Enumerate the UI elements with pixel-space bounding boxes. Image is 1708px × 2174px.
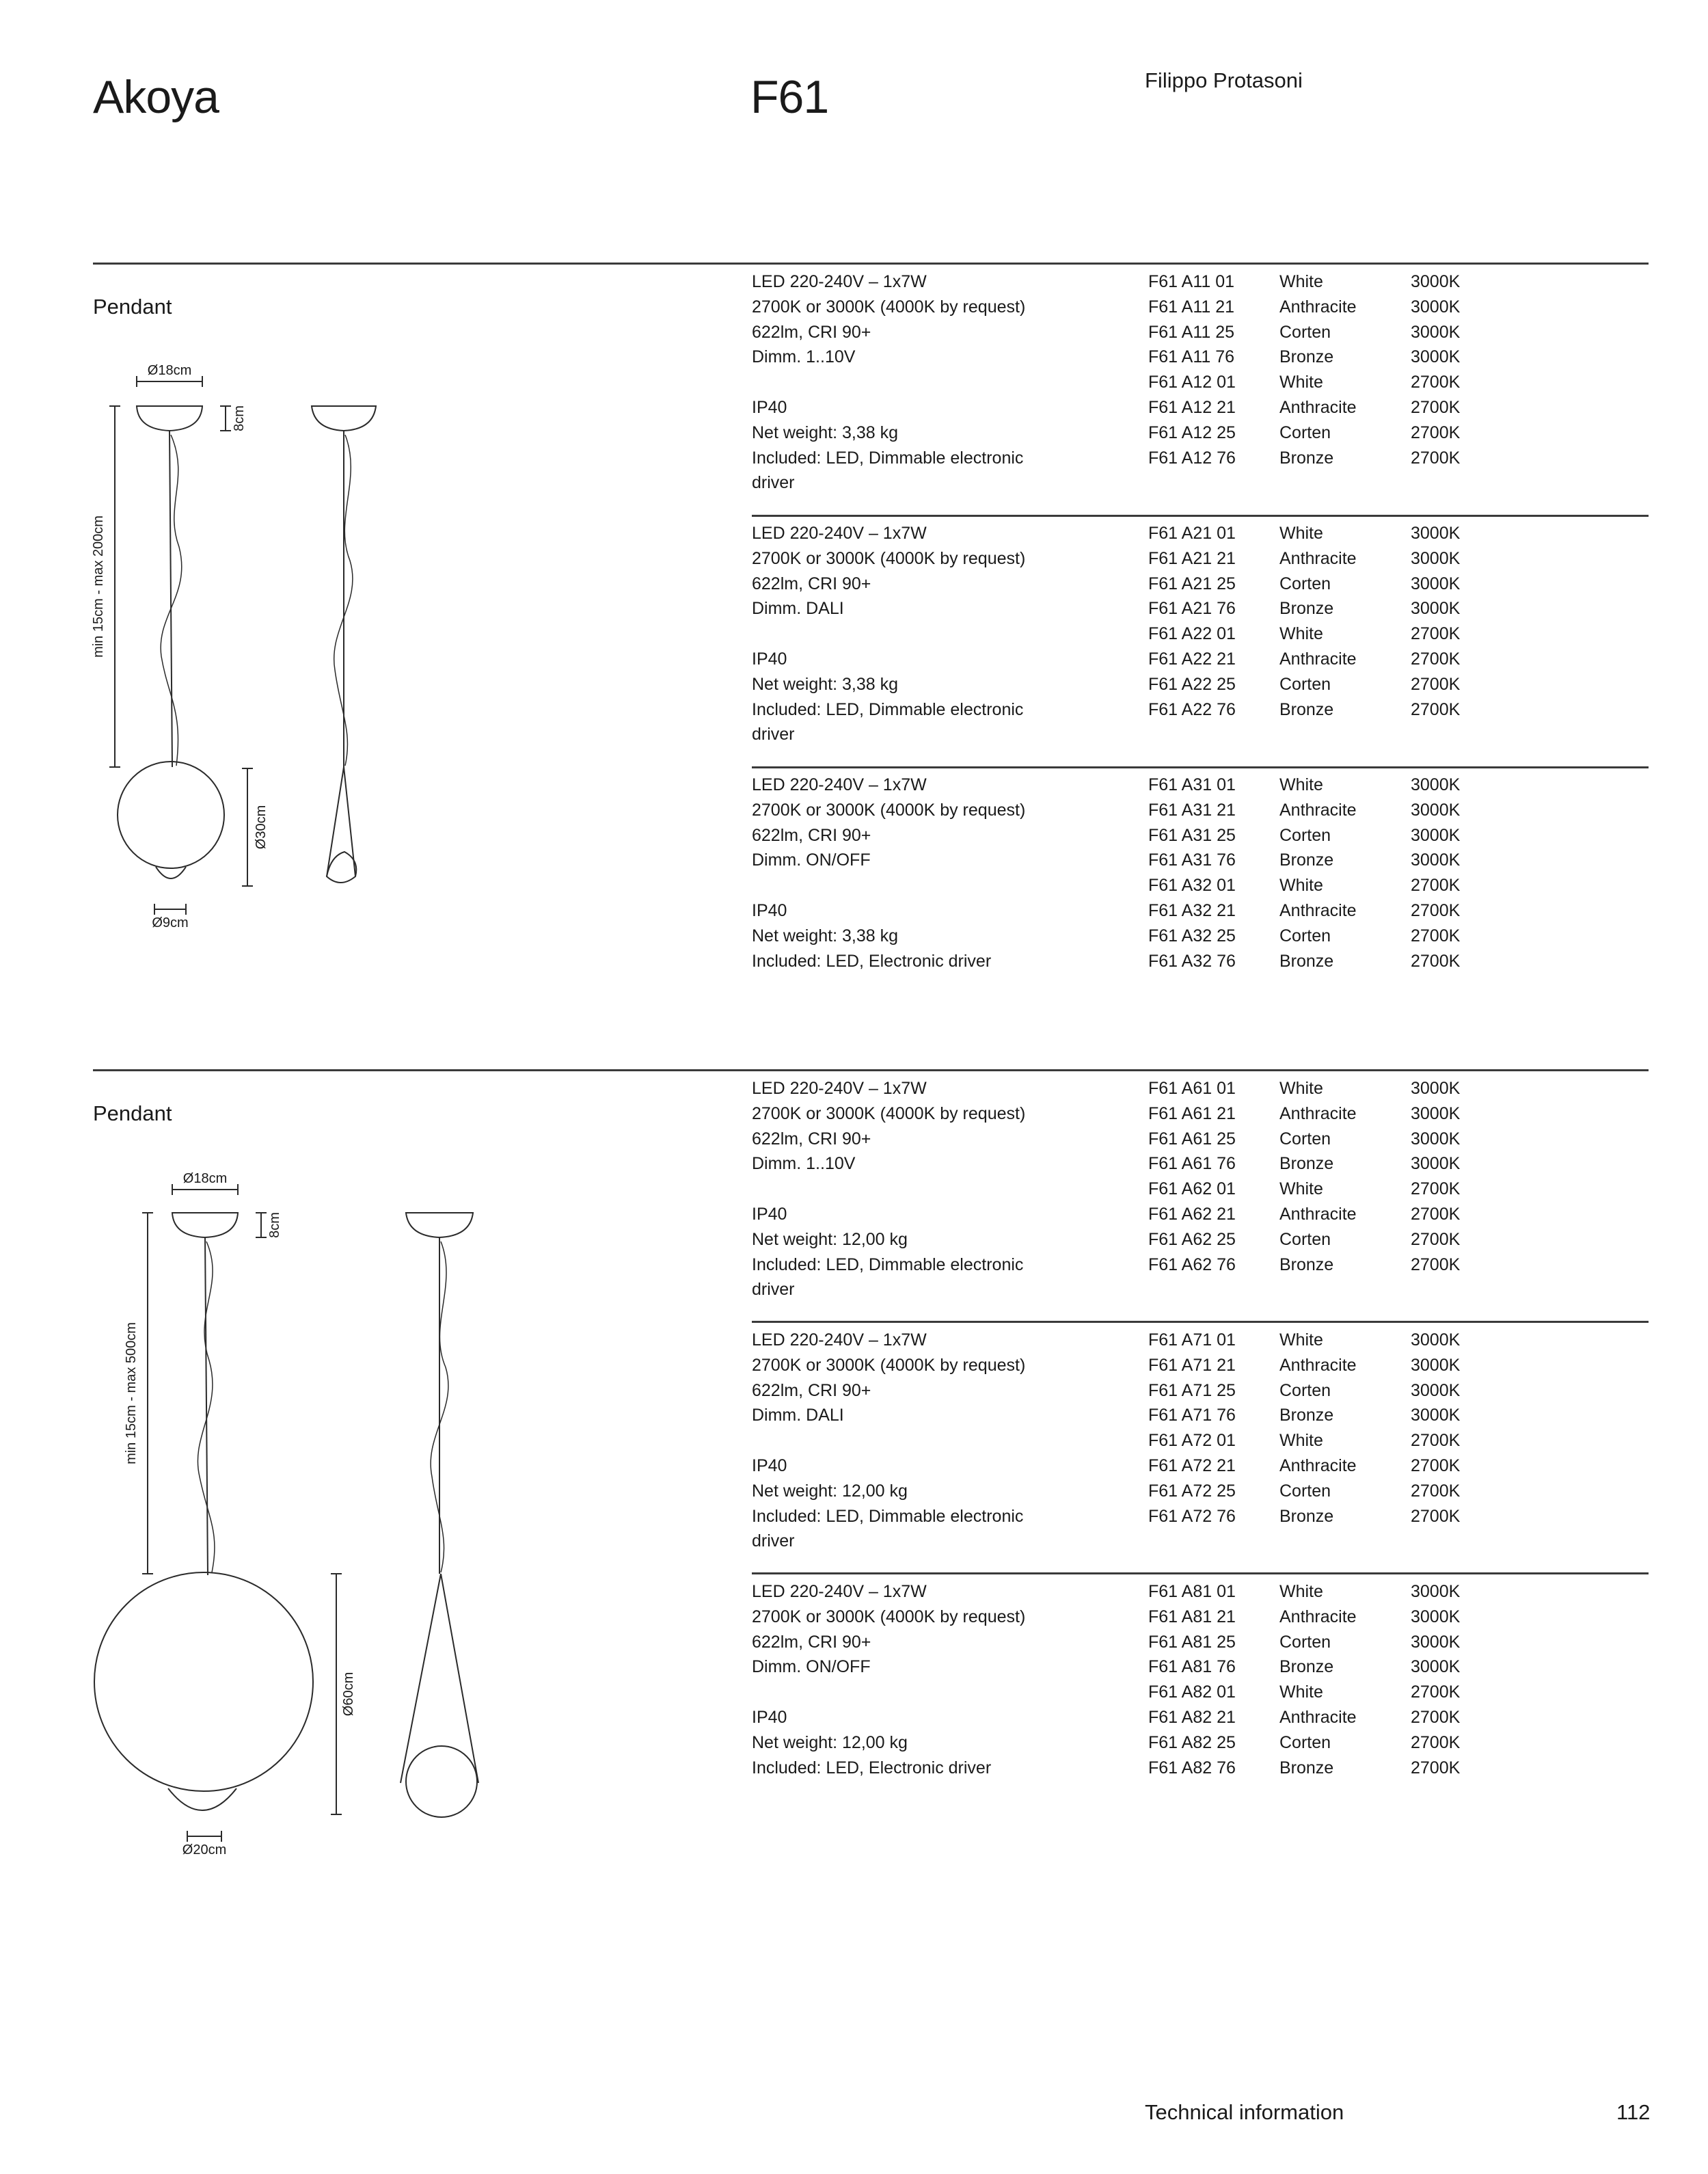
table-row: F61 A31 25 Corten 3000K <box>1148 825 1461 845</box>
table-row: F61 A71 25 Corten 3000K <box>1148 1380 1461 1400</box>
table-row: F61 A61 21 Anthracite 3000K <box>1148 1103 1461 1123</box>
spec-text: LED 220-240V – 1x7W 2700K or 3000K (4000K by request) 622lm, CRI 90+ Dimm. 1..10V IP40 Net weight: 3,38 kg Included: LED, Dimmable electronic driver <box>752 272 1026 493</box>
table-row: F61 A62 21 Anthracite 2700K <box>1148 1204 1461 1224</box>
table-row: F61 A72 21 Anthracite 2700K <box>1148 1455 1461 1475</box>
dim-bottom-diameter: Ø20cm <box>182 1842 227 1857</box>
spec-text: LED 220-240V – 1x7W 2700K or 3000K (4000K by request) 622lm, CRI 90+ Dimm. 1..10V IP40 Net weight: 12,00 kg Included: LED, Dimmable electronic driver <box>752 1079 1026 1300</box>
table-row: F61 A71 21 Anthracite 3000K <box>1148 1355 1461 1375</box>
table-row: F61 A72 25 Corten 2700K <box>1148 1481 1461 1501</box>
table-row: F61 A31 76 Bronze 3000K <box>1148 850 1461 870</box>
dim-globe-diameter: Ø30cm <box>254 805 269 850</box>
spec-block-a6 <box>752 1076 1649 1329</box>
table-row: F61 A72 01 White 2700K <box>1148 1431 1461 1451</box>
dim-bottom-diameter: Ø9cm <box>152 915 189 930</box>
dim-cable-length: min 15cm - max 200cm <box>91 515 106 658</box>
code-table <box>1148 1076 1493 1277</box>
spec-block-a3 <box>752 773 1649 1005</box>
table-row: F61 A62 25 Corten 2700K <box>1148 1229 1461 1249</box>
table-row: F61 A11 25 Corten 3000K <box>1148 322 1461 342</box>
table-row: F61 A32 25 Corten 2700K <box>1148 926 1461 945</box>
code-table <box>1148 1579 1493 1780</box>
table-row: F61 A22 76 Bronze 2700K <box>1148 699 1461 719</box>
block-divider <box>752 515 1649 517</box>
spec-text: LED 220-240V – 1x7W 2700K or 3000K (4000K by request) 622lm, CRI 90+ Dimm. DALI IP40 Net weight: 12,00 kg Included: LED, Dimmable electronic driver <box>752 1330 1026 1551</box>
table-row: F61 A61 01 White 3000K <box>1148 1079 1461 1098</box>
table-row: F61 A31 01 White 3000K <box>1148 775 1461 794</box>
table-row: F61 A32 76 Bronze 2700K <box>1148 951 1461 971</box>
section-label: Pendant <box>93 295 172 319</box>
table-row: F61 A81 01 White 3000K <box>1148 1582 1461 1601</box>
section-label: Pendant <box>93 1101 172 1125</box>
product-name: Akoya <box>93 71 219 123</box>
table-row: F61 A21 76 Bronze 3000K <box>1148 599 1461 619</box>
dim-canopy-height: 8cm <box>232 405 247 431</box>
block-divider <box>752 766 1649 768</box>
code-table <box>1148 521 1493 722</box>
table-row: F61 A22 21 Anthracite 2700K <box>1148 649 1461 669</box>
block-divider <box>752 1572 1649 1574</box>
table-row: F61 A21 25 Corten 3000K <box>1148 574 1461 593</box>
table-row: F61 A11 21 Anthracite 3000K <box>1148 297 1461 317</box>
table-row: F61 A71 01 White 3000K <box>1148 1330 1461 1350</box>
table-row: F61 A82 25 Corten 2700K <box>1148 1732 1461 1752</box>
table-row: F61 A11 76 Bronze 3000K <box>1148 347 1461 367</box>
table-row: F61 A22 25 Corten 2700K <box>1148 674 1461 694</box>
dim-cable-length: min 15cm - max 500cm <box>124 1322 139 1464</box>
table-row: F61 A11 01 White 3000K <box>1148 272 1461 291</box>
page-number: 112 <box>1616 2100 1651 2124</box>
dim-canopy-height: 8cm <box>267 1212 282 1238</box>
section-divider <box>93 263 1649 265</box>
dim-globe-diameter: Ø60cm <box>341 1672 356 1717</box>
table-row: F61 A81 76 Bronze 3000K <box>1148 1657 1461 1677</box>
table-row: F61 A32 21 Anthracite 2700K <box>1148 900 1461 920</box>
table-row: F61 A22 01 White 2700K <box>1148 624 1461 644</box>
spec-block-a8 <box>752 1579 1649 1812</box>
table-row: F61 A21 01 White 3000K <box>1148 524 1461 543</box>
table-row: F61 A31 21 Anthracite 3000K <box>1148 800 1461 820</box>
table-row: F61 A82 01 White 2700K <box>1148 1682 1461 1702</box>
table-row: F61 A72 76 Bronze 2700K <box>1148 1506 1461 1526</box>
designer-name: Filippo Protasoni <box>1145 68 1303 92</box>
table-row: F61 A12 76 Bronze 2700K <box>1148 448 1461 468</box>
code-table <box>1148 269 1493 470</box>
spec-text: LED 220-240V – 1x7W 2700K or 3000K (4000K by request) 622lm, CRI 90+ Dimm. ON/OFF IP40 Net weight: 12,00 kg Included: LED, Electronic driver <box>752 1582 1026 1777</box>
table-row: F61 A21 21 Anthracite 3000K <box>1148 548 1461 568</box>
dim-top-diameter: Ø18cm <box>182 1171 228 1186</box>
block-divider <box>752 1321 1649 1323</box>
table-row: F61 A82 21 Anthracite 2700K <box>1148 1707 1461 1727</box>
table-row: F61 A12 25 Corten 2700K <box>1148 422 1461 442</box>
spec-block-a7 <box>752 1328 1649 1581</box>
table-row: F61 A71 76 Bronze 3000K <box>1148 1406 1461 1425</box>
spec-text: LED 220-240V – 1x7W 2700K or 3000K (4000K by request) 622lm, CRI 90+ Dimm. ON/OFF IP40 Net weight: 3,38 kg Included: LED, Electronic driver <box>752 775 1026 971</box>
section-divider <box>93 1069 1649 1071</box>
table-row: F61 A12 21 Anthracite 2700K <box>1148 397 1461 417</box>
table-row: F61 A61 76 Bronze 3000K <box>1148 1154 1461 1174</box>
table-row: F61 A12 01 White 2700K <box>1148 373 1461 392</box>
table-row: F61 A62 76 Bronze 2700K <box>1148 1254 1461 1274</box>
spec-text: LED 220-240V – 1x7W 2700K or 3000K (4000K by request) 622lm, CRI 90+ Dimm. DALI IP40 Net weight: 3,38 kg Included: LED, Dimmable electronic driver <box>752 524 1026 744</box>
footer-section-title: Technical information <box>1145 2100 1344 2124</box>
code-table <box>1148 773 1493 974</box>
table-row: F61 A81 21 Anthracite 3000K <box>1148 1607 1461 1626</box>
table-row: F61 A82 76 Bronze 2700K <box>1148 1758 1461 1777</box>
dim-top-diameter: Ø18cm <box>147 363 192 378</box>
spec-block-a1 <box>752 269 1649 522</box>
spec-block-a2 <box>752 521 1649 774</box>
code-table <box>1148 1328 1493 1529</box>
table-row: F61 A62 01 White 2700K <box>1148 1179 1461 1199</box>
table-row: F61 A81 25 Corten 3000K <box>1148 1632 1461 1652</box>
table-row: F61 A32 01 White 2700K <box>1148 876 1461 896</box>
table-row: F61 A61 25 Corten 3000K <box>1148 1129 1461 1149</box>
product-code: F61 <box>750 71 829 123</box>
